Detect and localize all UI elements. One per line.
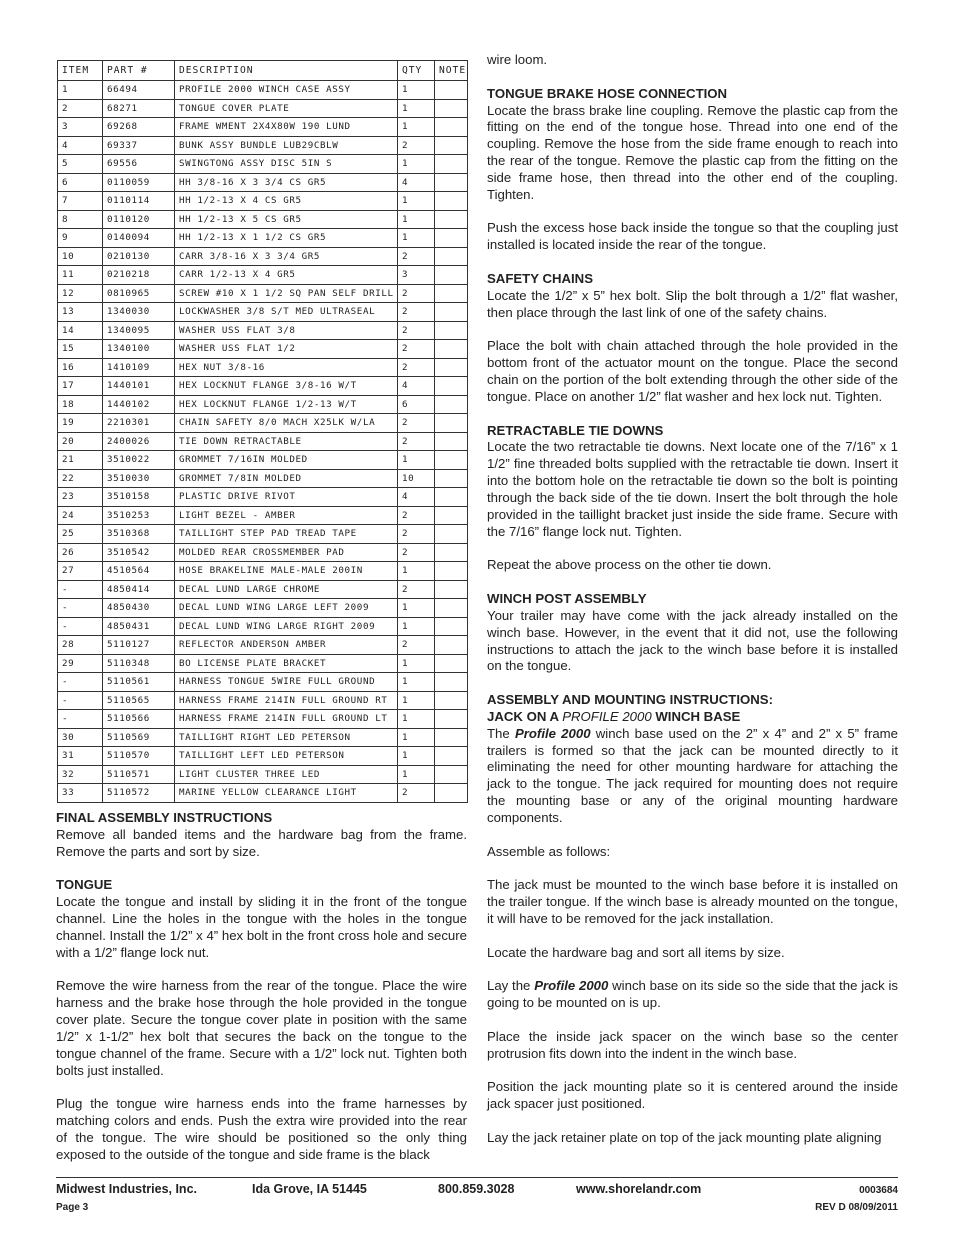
table-row xyxy=(58,284,468,303)
cell-description: MARINE YELLOW CLEARANCE LIGHT xyxy=(175,784,398,803)
cell-description: SCREW #10 X 1 1/2 SQ PAN SELF DRILL xyxy=(175,284,398,303)
table-row xyxy=(58,266,468,285)
cell-qty: 2 xyxy=(398,506,435,525)
cell-qty: 2 xyxy=(398,340,435,359)
cell-part-number: 69337 xyxy=(103,136,175,155)
header-part-number: PART # xyxy=(103,61,175,81)
left-text-column xyxy=(56,810,467,1164)
cell-part-number: 4850414 xyxy=(103,580,175,599)
table-row xyxy=(58,728,468,747)
safety-chains-text-1: Locate the 1/2” x 5” hex bolt. Slip the bolt through a 1/2” flat washer, then place through the last link of one of the safety chains. xyxy=(487,287,898,320)
cell-description: REFLECTOR ANDERSON AMBER xyxy=(175,636,398,655)
cell-qty: 6 xyxy=(398,395,435,414)
cell-note xyxy=(435,506,468,525)
cell-item: 33 xyxy=(58,784,103,803)
cell-qty: 1 xyxy=(398,599,435,618)
cell-note xyxy=(435,192,468,211)
cell-item: 23 xyxy=(58,488,103,507)
cell-note xyxy=(435,728,468,747)
table-row xyxy=(58,414,468,433)
cell-part-number: 5110565 xyxy=(103,691,175,710)
cell-description: GROMMET 7/16IN MOLDED xyxy=(175,451,398,470)
cell-item: 8 xyxy=(58,210,103,229)
cell-description: HH 1/2-13 X 1 1/2 CS GR5 xyxy=(175,229,398,248)
cell-item: 1 xyxy=(58,81,103,100)
table-row xyxy=(58,543,468,562)
table-row xyxy=(58,691,468,710)
cell-item: 3 xyxy=(58,118,103,137)
cell-note xyxy=(435,636,468,655)
cell-part-number: 69556 xyxy=(103,155,175,174)
cell-description: WASHER USS FLAT 1/2 xyxy=(175,340,398,359)
cell-item: - xyxy=(58,710,103,729)
cell-qty: 1 xyxy=(398,747,435,766)
jack-text-3: The jack must be mounted to the winch base before it is installed on the trailer tongue. If the winch base is already mounted on the tongue, it will have to be removed for the jack installation. xyxy=(487,877,898,927)
cell-item: 14 xyxy=(58,321,103,340)
table-row xyxy=(58,636,468,655)
cell-part-number: 5110127 xyxy=(103,636,175,655)
cell-description: DECAL LUND WING LARGE LEFT 2009 xyxy=(175,599,398,618)
cell-qty: 1 xyxy=(398,691,435,710)
cell-part-number: 3510022 xyxy=(103,451,175,470)
cell-qty: 2 xyxy=(398,247,435,266)
tongue-text-1: Locate the tongue and install by sliding it in the front of the tongue channel. Line the holes in the tongue with the holes in the tongue channel. Install the 1/2” x 4” hex bolt in the front cross hole and secure with a 1/2” flange lock nut. xyxy=(56,894,467,960)
cell-item: 15 xyxy=(58,340,103,359)
cell-part-number: 3510030 xyxy=(103,469,175,488)
cell-description: HEX LOCKNUT FLANGE 1/2-13 W/T xyxy=(175,395,398,414)
cell-description: HOSE BRAKELINE MALE-MALE 200IN xyxy=(175,562,398,581)
cell-qty: 1 xyxy=(398,192,435,211)
cell-part-number: 3510368 xyxy=(103,525,175,544)
cell-item: 16 xyxy=(58,358,103,377)
cell-part-number: 4850431 xyxy=(103,617,175,636)
table-row xyxy=(58,118,468,137)
cell-part-number: 5110348 xyxy=(103,654,175,673)
cell-description: TIE DOWN RETRACTABLE xyxy=(175,432,398,451)
cell-description: LIGHT CLUSTER THREE LED xyxy=(175,765,398,784)
cell-qty: 1 xyxy=(398,562,435,581)
parts-table-body xyxy=(58,81,468,803)
table-row xyxy=(58,340,468,359)
cell-item: 31 xyxy=(58,747,103,766)
cell-description: SWINGTONG ASSY DISC 5IN S xyxy=(175,155,398,174)
cell-item: - xyxy=(58,580,103,599)
cell-note xyxy=(435,395,468,414)
table-row xyxy=(58,617,468,636)
cell-item: 18 xyxy=(58,395,103,414)
cell-note xyxy=(435,284,468,303)
cell-item: 30 xyxy=(58,728,103,747)
table-row xyxy=(58,358,468,377)
cell-qty: 4 xyxy=(398,488,435,507)
cell-item: 27 xyxy=(58,562,103,581)
cell-qty: 2 xyxy=(398,784,435,803)
assembly-mounting-heading: ASSEMBLY AND MOUNTING INSTRUCTIONS: xyxy=(487,692,773,708)
winch-post-text: Your trailer may have come with the jack already installed on the winch base. However, in the event that it did not, use the following instructions to attach the jack to the winch base before it is installed on the tongue. xyxy=(487,607,898,674)
table-row xyxy=(58,488,468,507)
tie-downs-heading: RETRACTABLE TIE DOWNS xyxy=(487,422,664,438)
cell-description: CHAIN SAFETY 8/0 MACH X25LK W/LA xyxy=(175,414,398,433)
cell-item: 2 xyxy=(58,99,103,118)
cell-part-number: 1440101 xyxy=(103,377,175,396)
cell-description: PROFILE 2000 WINCH CASE ASSY xyxy=(175,81,398,100)
footer-company: Midwest Industries, Inc. xyxy=(56,1182,197,1196)
cell-qty: 2 xyxy=(398,543,435,562)
tie-downs-text-2: Repeat the above process on the other tie down. xyxy=(487,557,772,573)
cell-note xyxy=(435,173,468,192)
cell-note xyxy=(435,543,468,562)
table-row xyxy=(58,247,468,266)
cell-item: 26 xyxy=(58,543,103,562)
cell-note xyxy=(435,599,468,618)
final-assembly-text: Remove all banded items and the hardware bag from the frame. Remove the parts and sort by size. xyxy=(56,826,467,859)
table-row xyxy=(58,395,468,414)
cell-description: HH 1/2-13 X 4 CS GR5 xyxy=(175,192,398,211)
safety-chains-text-2: Place the bolt with chain attached through the hole provided in the bottom front of the actuator mount on the tongue. Place the second chain on the portion of the bolt extending through the other side of the tongue. Place on another 1/2” flat washer and hex lock nut. Tighten. xyxy=(487,338,898,404)
cell-part-number: 69268 xyxy=(103,118,175,137)
cell-qty: 1 xyxy=(398,118,435,137)
winch-post-heading: WINCH POST ASSEMBLY xyxy=(487,591,647,606)
cell-description: HARNESS FRAME 214IN FULL GROUND LT xyxy=(175,710,398,729)
jack-text-1 xyxy=(487,726,898,827)
cell-qty: 1 xyxy=(398,99,435,118)
table-row xyxy=(58,765,468,784)
cell-note xyxy=(435,691,468,710)
header-description: DESCRIPTION xyxy=(175,61,398,81)
cell-qty: 1 xyxy=(398,710,435,729)
cell-qty: 1 xyxy=(398,673,435,692)
cell-part-number: 4510564 xyxy=(103,562,175,581)
cell-note xyxy=(435,99,468,118)
cell-note xyxy=(435,81,468,100)
jack-text-1b: Profile 2000 xyxy=(514,725,591,741)
jack-text-8: Lay the jack retainer plate on top of the jack mounting plate aligning xyxy=(487,1130,882,1145)
cell-part-number: 5110572 xyxy=(103,784,175,803)
cell-description: DECAL LUND WING LARGE RIGHT 2009 xyxy=(175,617,398,636)
footer-divider xyxy=(56,1177,898,1178)
tongue-text-3: Plug the tongue wire harness ends into the frame harnesses by matching colors and ends. Push the extra wire provided into the rear of the tongue. The wire should be positioned so the only thing exposed to the outside of the tongue and side frame is the black xyxy=(56,1096,467,1162)
table-row xyxy=(58,784,468,803)
table-row xyxy=(58,469,468,488)
cell-qty: 2 xyxy=(398,636,435,655)
jack-heading-b: PROFILE 2000 xyxy=(562,708,652,724)
table-row xyxy=(58,303,468,322)
cell-note xyxy=(435,747,468,766)
cell-note xyxy=(435,118,468,137)
table-row xyxy=(58,451,468,470)
cell-description: DECAL LUND LARGE CHROME xyxy=(175,580,398,599)
footer-doc-number: 0003684 xyxy=(859,1185,898,1196)
table-row xyxy=(58,599,468,618)
brake-hose-text-1: Locate the brass brake line coupling. Remove the plastic cap from the fitting on the end of the tongue hose. Thread into one end of the coupling. Remove the hose from the side frame enough to reach into the rear of the tongue. Remove the plastic cap from the fitting on the side frame hose, then thread into the other end of the coupling. Tighten. xyxy=(487,102,898,202)
cell-note xyxy=(435,358,468,377)
cell-item: - xyxy=(58,617,103,636)
jack-text-5a: Lay the xyxy=(487,978,535,994)
cell-part-number: 2400026 xyxy=(103,432,175,451)
cell-qty: 1 xyxy=(398,210,435,229)
cell-item: 32 xyxy=(58,765,103,784)
cell-description: WASHER USS FLAT 3/8 xyxy=(175,321,398,340)
table-row xyxy=(58,580,468,599)
cell-description: BO LICENSE PLATE BRACKET xyxy=(175,654,398,673)
table-row xyxy=(58,525,468,544)
cell-part-number: 0210218 xyxy=(103,266,175,285)
cell-note xyxy=(435,525,468,544)
parts-table xyxy=(57,60,468,803)
cell-description: PLASTIC DRIVE RIVOT xyxy=(175,488,398,507)
footer-revision: REV D 08/09/2011 xyxy=(815,1202,898,1213)
jack-heading-c: WINCH BASE xyxy=(651,708,741,724)
cell-part-number: 3510253 xyxy=(103,506,175,525)
jack-text-5c: winch base on its side so the side that the jack is going to be mounted on is up. xyxy=(487,978,898,1011)
cell-note xyxy=(435,580,468,599)
cell-part-number: 0140094 xyxy=(103,229,175,248)
cell-item: 9 xyxy=(58,229,103,248)
jack-text-4: Locate the hardware bag and sort all items by size. xyxy=(487,944,785,960)
cell-part-number: 5110569 xyxy=(103,728,175,747)
cell-note xyxy=(435,414,468,433)
cell-note xyxy=(435,673,468,692)
footer-website: www.shorelandr.com xyxy=(576,1182,702,1196)
cell-qty: 2 xyxy=(398,358,435,377)
cell-qty: 2 xyxy=(398,321,435,340)
table-row xyxy=(58,321,468,340)
cell-description: HARNESS TONGUE 5WIRE FULL GROUND xyxy=(175,673,398,692)
cell-note xyxy=(435,266,468,285)
cell-qty: 2 xyxy=(398,136,435,155)
cell-note xyxy=(435,654,468,673)
right-text-column xyxy=(487,52,898,1147)
cell-item: - xyxy=(58,599,103,618)
cell-qty: 4 xyxy=(398,377,435,396)
cell-description: HEX LOCKNUT FLANGE 3/8-16 W/T xyxy=(175,377,398,396)
cell-item: 24 xyxy=(58,506,103,525)
cell-qty: 2 xyxy=(398,414,435,433)
cell-description: BUNK ASSY BUNDLE LUB29CBLW xyxy=(175,136,398,155)
cell-description: HARNESS FRAME 214IN FULL GROUND RT xyxy=(175,691,398,710)
cell-note xyxy=(435,710,468,729)
cell-item: 22 xyxy=(58,469,103,488)
cell-part-number: 0110114 xyxy=(103,192,175,211)
cell-note xyxy=(435,488,468,507)
cell-part-number: 0210130 xyxy=(103,247,175,266)
cell-item: 17 xyxy=(58,377,103,396)
cell-description: LIGHT BEZEL - AMBER xyxy=(175,506,398,525)
tongue-heading: TONGUE xyxy=(56,877,113,893)
cell-description: MOLDED REAR CROSSMEMBER PAD xyxy=(175,543,398,562)
cell-note xyxy=(435,247,468,266)
cell-part-number: 66494 xyxy=(103,81,175,100)
cell-qty: 1 xyxy=(398,617,435,636)
cell-note xyxy=(435,155,468,174)
table-row xyxy=(58,747,468,766)
cell-description: TAILLIGHT LEFT LED PETERSON xyxy=(175,747,398,766)
cell-item: 20 xyxy=(58,432,103,451)
cell-part-number: 1410109 xyxy=(103,358,175,377)
cell-item: - xyxy=(58,691,103,710)
cell-part-number: 1440102 xyxy=(103,395,175,414)
cell-item: 19 xyxy=(58,414,103,433)
cell-qty: 3 xyxy=(398,266,435,285)
cell-note xyxy=(435,451,468,470)
cell-part-number: 3510542 xyxy=(103,543,175,562)
cell-description: TAILLIGHT RIGHT LED PETERSON xyxy=(175,728,398,747)
cell-part-number: 5110566 xyxy=(103,710,175,729)
cell-part-number: 0110120 xyxy=(103,210,175,229)
jack-text-1a: The xyxy=(487,725,515,741)
cell-item: 5 xyxy=(58,155,103,174)
jack-text-5 xyxy=(487,978,898,1012)
jack-text-6: Place the inside jack spacer on the winch base so the center protrusion fits down into the indent in the winch base. xyxy=(487,1028,898,1061)
cell-note xyxy=(435,340,468,359)
cell-part-number: 68271 xyxy=(103,99,175,118)
cell-note xyxy=(435,562,468,581)
table-row xyxy=(58,377,468,396)
table-row xyxy=(58,654,468,673)
cell-note xyxy=(435,765,468,784)
table-row xyxy=(58,229,468,248)
cell-qty: 1 xyxy=(398,451,435,470)
table-row xyxy=(58,562,468,581)
cell-description: HH 3/8-16 X 3 3/4 CS GR5 xyxy=(175,173,398,192)
cell-part-number: 4850430 xyxy=(103,599,175,618)
table-row xyxy=(58,99,468,118)
cell-item: 7 xyxy=(58,192,103,211)
jack-text-1c: winch base used on the 2” x 4” and 2” x 5” frame trailers is formed so that the jack can be mounted directly to it eliminating the need for other mounting hardware for attaching the jack to the tongue. The jack required for mounting does not require the mounting base or any of the original mounting hardware components. xyxy=(487,725,898,825)
cell-part-number: 2210301 xyxy=(103,414,175,433)
cell-item: 11 xyxy=(58,266,103,285)
footer-city: Ida Grove, IA 51445 xyxy=(252,1182,367,1196)
cell-part-number: 3510158 xyxy=(103,488,175,507)
cell-qty: 2 xyxy=(398,525,435,544)
table-row xyxy=(58,155,468,174)
cell-description: HH 1/2-13 X 5 CS GR5 xyxy=(175,210,398,229)
cell-note xyxy=(435,303,468,322)
cell-item: 28 xyxy=(58,636,103,655)
cell-note xyxy=(435,617,468,636)
cell-item: 29 xyxy=(58,654,103,673)
cell-note xyxy=(435,321,468,340)
cell-part-number: 1340030 xyxy=(103,303,175,322)
brake-hose-text-2: Push the excess hose back inside the tongue so that the coupling just installed is located inside the rear of the tongue. xyxy=(487,220,898,253)
cell-description: TAILLIGHT STEP PAD TREAD TAPE xyxy=(175,525,398,544)
cell-qty: 1 xyxy=(398,765,435,784)
cell-qty: 1 xyxy=(398,229,435,248)
cell-qty: 2 xyxy=(398,580,435,599)
cell-item: - xyxy=(58,673,103,692)
cell-part-number: 0110059 xyxy=(103,173,175,192)
cell-qty: 1 xyxy=(398,728,435,747)
cell-description: CARR 3/8-16 X 3 3/4 GR5 xyxy=(175,247,398,266)
cell-note xyxy=(435,469,468,488)
cell-part-number: 0810965 xyxy=(103,284,175,303)
header-note: NOTE xyxy=(435,61,468,81)
continued-text: wire loom. xyxy=(487,52,548,67)
cell-qty: 2 xyxy=(398,284,435,303)
footer-phone: 800.859.3028 xyxy=(438,1182,515,1196)
table-row xyxy=(58,506,468,525)
cell-description: TONGUE COVER PLATE xyxy=(175,99,398,118)
cell-note xyxy=(435,136,468,155)
cell-part-number: 5110561 xyxy=(103,673,175,692)
table-row xyxy=(58,173,468,192)
cell-description: FRAME WMENT 2X4X80W 190 LUND xyxy=(175,118,398,137)
jack-text-5b: Profile 2000 xyxy=(534,978,609,994)
cell-note xyxy=(435,229,468,248)
table-row xyxy=(58,81,468,100)
jack-text-2: Assemble as follows: xyxy=(487,843,611,859)
cell-note xyxy=(435,377,468,396)
header-qty: QTY xyxy=(398,61,435,81)
cell-qty: 10 xyxy=(398,469,435,488)
cell-qty: 4 xyxy=(398,173,435,192)
jack-text-7: Position the jack mounting plate so it is centered around the inside jack spacer just positioned. xyxy=(487,1079,898,1112)
jack-heading-a: JACK ON A xyxy=(487,708,563,724)
cell-item: 25 xyxy=(58,525,103,544)
cell-note xyxy=(435,784,468,803)
jack-heading xyxy=(487,709,898,726)
cell-qty: 2 xyxy=(398,432,435,451)
final-assembly-heading: FINAL ASSEMBLY INSTRUCTIONS xyxy=(56,810,273,825)
footer-page-number: Page 3 xyxy=(56,1202,89,1213)
cell-item: 6 xyxy=(58,173,103,192)
cell-item: 10 xyxy=(58,247,103,266)
cell-description: LOCKWASHER 3/8 S/T MED ULTRASEAL xyxy=(175,303,398,322)
header-item: ITEM xyxy=(58,61,103,81)
cell-description: HEX NUT 3/8-16 xyxy=(175,358,398,377)
cell-item: 4 xyxy=(58,136,103,155)
parts-table-header xyxy=(58,61,468,81)
cell-qty: 1 xyxy=(398,654,435,673)
cell-item: 13 xyxy=(58,303,103,322)
brake-hose-heading: TONGUE BRAKE HOSE CONNECTION xyxy=(487,85,728,101)
cell-qty: 2 xyxy=(398,303,435,322)
table-row xyxy=(58,192,468,211)
cell-part-number: 5110570 xyxy=(103,747,175,766)
table-row xyxy=(58,710,468,729)
table-row xyxy=(58,432,468,451)
cell-description: CARR 1/2-13 X 4 GR5 xyxy=(175,266,398,285)
safety-chains-heading: SAFETY CHAINS xyxy=(487,270,594,286)
table-row xyxy=(58,673,468,692)
cell-part-number: 1340100 xyxy=(103,340,175,359)
cell-note xyxy=(435,432,468,451)
cell-item: 12 xyxy=(58,284,103,303)
cell-part-number: 5110571 xyxy=(103,765,175,784)
cell-part-number: 1340095 xyxy=(103,321,175,340)
table-row xyxy=(58,210,468,229)
cell-qty: 1 xyxy=(398,155,435,174)
cell-note xyxy=(435,210,468,229)
cell-item: 21 xyxy=(58,451,103,470)
cell-description: GROMMET 7/8IN MOLDED xyxy=(175,469,398,488)
cell-qty: 1 xyxy=(398,81,435,100)
table-row xyxy=(58,136,468,155)
tongue-text-2: Remove the wire harness from the rear of the tongue. Place the wire harness and the brake hose through the hole provided in the tongue cover plate. Secure the tongue cover plate in position with the same 1/2” x 1-1/2” hex bolt that secures the back on the tongue to the tongue channel of the frame. Secure with a 1/2” lock nut. Tighten both bolts just installed. xyxy=(56,978,467,1078)
tie-downs-text-1: Locate the two retractable tie downs. Next locate one of the 7/16” x 1 1/2” fine threaded bolts supplied with the retractable tie down. Insert it into the bottom hole on the retractable tie down so the bolt is pointing through the back side of the tie down. Insert the bolt through the hole provided in the taillight bracket just inside the side frame. Secure with the 7/16” flange lock nut. Tighten. xyxy=(487,439,898,539)
